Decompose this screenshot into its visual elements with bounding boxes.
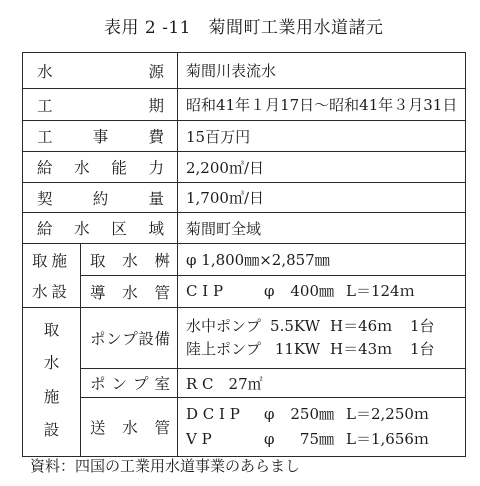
sub-value-transmission-pipe [178,397,466,456]
pipe-diameter: 400㎜ [290,282,334,300]
pipe-diameter: 250㎜ [290,404,334,423]
pipe-material: V P [186,429,212,448]
row-label-supply-capacity: 給 水 能 力 [37,159,164,177]
pump-type: 水中ポンプ [186,317,262,336]
table-row [23,369,466,397]
pump-power: 11KW [274,340,320,359]
sub-label-cell [81,369,178,397]
pump-count: 1台 [410,317,435,336]
row-label-cell [23,213,178,244]
sub-value-conduit-pipe [178,276,466,308]
sub-label-intake-basin: 取 水 桝 [90,251,170,270]
pump-power: 5.5KW [270,317,320,336]
row-label-cell [23,183,178,213]
sub-label-cell [81,244,178,276]
pipe-material: C I P [186,282,224,300]
table-row [23,397,466,456]
pipe-spec-line [186,283,463,300]
row-label-supply-area: 給 水 区 域 [37,220,164,238]
spec-table [22,52,466,457]
pipe-list [186,406,463,448]
table-row [23,213,466,244]
table-row [23,183,466,213]
intake-group-label [23,245,80,307]
sub-value-pump-room: R C 27㎡ [178,369,466,397]
facility-group-label-char: 施 [43,387,60,406]
pump-head: H＝46ｍ [330,317,393,336]
intake-group-label-cell [23,244,81,308]
row-value-supply-capacity: 2,200㎥/日 [178,152,466,183]
table-row [23,244,466,276]
table-row [23,53,466,89]
row-label-water-source: 水 源 [37,62,164,81]
facility-group-label-cell [23,308,81,457]
diameter-symbol: φ [264,429,275,448]
table-row [23,308,466,369]
sub-value-pump-equipment [178,308,466,369]
sub-value-intake-basin: φ 1,800㎜×2,857㎜ [178,244,466,276]
row-value-construction-period: 昭和41年１月17日～昭和41年３月31日 [178,89,466,121]
row-value-supply-area: 菊間町全域 [178,213,466,244]
row-value-water-source: 菊間川表流水 [178,53,466,89]
facility-group-label [23,308,80,456]
sub-label-conduit-pipe: 導 水 管 [90,283,170,302]
sub-label-pump-equipment: ポンプ設備 [90,330,170,349]
diameter-symbol: φ [264,404,275,423]
table-row [23,152,466,183]
pump-type: 陸上ポンプ [186,340,262,359]
diameter-symbol: φ [264,282,275,300]
row-label-cell [23,53,178,89]
row-label-contract-volume: 契 約 量 [37,189,164,208]
intake-group-label-line: 水設 [31,283,71,301]
intake-group-label-line: 取施 [31,252,71,270]
sub-label-cell [81,308,178,369]
sub-label-cell [81,276,178,308]
pipe-spec-line [186,406,463,423]
pipe-length: L＝124ｍ [346,282,415,300]
pipe-length: L＝2,250ｍ [346,404,429,423]
pump-head: H＝43ｍ [330,340,393,359]
row-value-contract-volume: 1,700㎥/日 [178,183,466,213]
pipe-spec-line [186,431,463,448]
table-row [23,89,466,121]
pump-line [186,318,463,335]
row-label-cell [23,152,178,183]
sub-label-pump-room: ポ ン プ 室 [90,375,170,393]
row-label-construction-cost: 工 事 費 [37,128,164,146]
sub-label-transmission-pipe: 送 水 管 [90,418,170,437]
row-value-construction-cost: 15百万円 [178,121,466,152]
table-row [23,121,466,152]
pump-line [186,341,463,358]
table-row [23,276,466,308]
sub-label-cell [81,397,178,456]
pipe-material: D C I P [186,404,240,423]
pump-list [186,318,463,358]
source-note: 資料：四国の工業用水道事業のあらまし [30,457,301,475]
pipe-length: L＝1,656ｍ [346,429,429,448]
facility-group-label-char: 設 [43,420,60,439]
table-title: 表用 2 -11 菊間町工業用水道諸元 [104,18,384,38]
row-label-construction-period: 工 期 [37,96,164,115]
facility-group-label-char: 取 [43,321,60,339]
pipe-diameter: 75㎜ [299,429,334,448]
row-label-cell [23,89,178,121]
pump-count: 1台 [410,340,435,359]
facility-group-label-char: 水 [43,354,60,373]
row-label-cell [23,121,178,152]
